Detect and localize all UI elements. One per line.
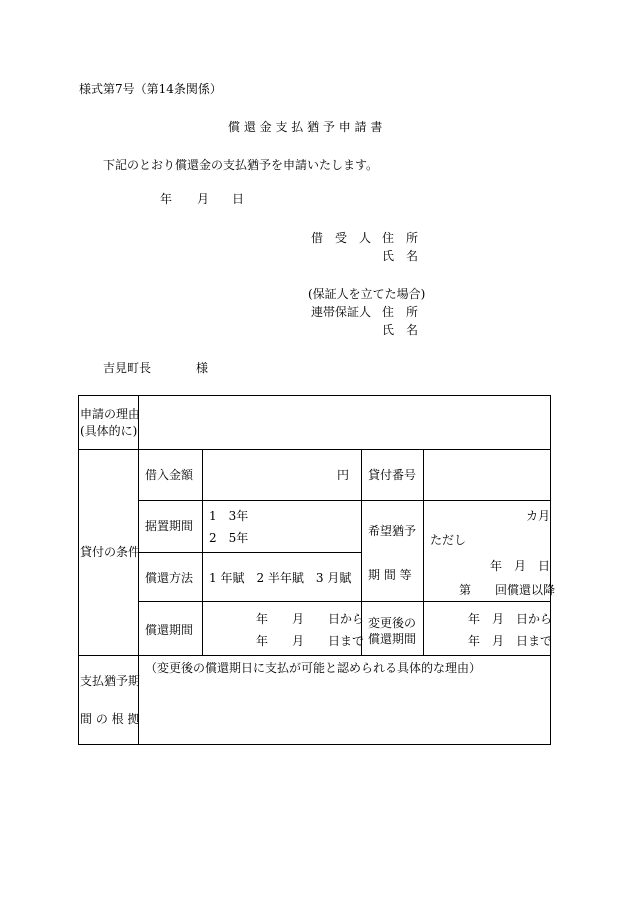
borrower-address-label: 住 所: [382, 231, 419, 245]
however-text: ただし: [430, 533, 467, 547]
document-title: 償 還 金 支 払 猶 予 申 請 書: [228, 120, 383, 134]
changed-period-label-line2: 償還期間: [368, 632, 417, 646]
table-line: [78, 449, 551, 450]
changed-period-from: 年 月 日から: [468, 612, 553, 626]
table-border-bottom: [78, 744, 551, 745]
guarantor-note: (保証人を立てた場合): [308, 287, 426, 301]
guarantor-label: 連帯保証人: [311, 305, 372, 319]
loan-number-label: 貸付番号: [368, 468, 417, 482]
table-line: [138, 601, 551, 602]
grounds-note: （変更後の償還期日に支払が可能と認められる具体的な理由）: [145, 661, 482, 675]
date-year: 年: [160, 192, 173, 206]
form-number: 様式第7号（第14条関係）: [79, 82, 222, 96]
guarantor-address-label: 住 所: [382, 305, 419, 319]
table-line: [78, 655, 551, 656]
method-options: 1 年賦 2 半年賦 3 月賦: [209, 571, 352, 585]
months-unit: カ月: [526, 509, 551, 523]
method-label: 償還方法: [145, 571, 194, 585]
deferment-option-1: 1 3年: [209, 509, 249, 523]
repay-period-from: 年 月 日から: [256, 612, 365, 626]
addressee-name: 吉見町長: [103, 361, 152, 375]
borrower-name-label: 氏 名: [382, 249, 419, 263]
reason-label-line2: (具体的に): [80, 424, 138, 438]
borrower-label: 借 受 人: [311, 231, 372, 245]
table-border-top: [78, 395, 551, 396]
deferment-label: 据置期間: [145, 519, 194, 533]
from-installment: 第 回償還以降: [459, 583, 556, 597]
grounds-label-line2: 間 の 根 拠: [80, 712, 140, 726]
table-line: [138, 500, 551, 501]
changed-period-label-line1: 変更後の: [368, 616, 417, 630]
desired-date: 年 月 日: [490, 559, 551, 573]
conditions-label: 貸付の条件: [80, 545, 141, 559]
table-line: [138, 395, 139, 745]
loan-amount-label: 借入金額: [145, 468, 194, 482]
date-day: 日: [232, 192, 245, 206]
grounds-label-line1: 支払猶予期: [80, 674, 141, 688]
table-line: [138, 552, 361, 553]
yen-unit: 円: [337, 468, 350, 482]
date-month: 月: [197, 192, 210, 206]
desired-period-label-line1: 希望猶予: [368, 524, 417, 538]
desired-period-label-line2: 期 間 等: [368, 568, 412, 582]
repay-period-label: 償還期間: [145, 623, 194, 637]
table-border-left: [78, 395, 79, 745]
table-line: [202, 449, 203, 655]
reason-label-line1: 申請の理由: [80, 407, 141, 421]
repay-period-to: 年 月 日まで: [256, 634, 365, 648]
intro-text: 下記のとおり償還金の支払猶予を申請いたします。: [103, 158, 379, 172]
addressee-honorific: 様: [196, 361, 209, 375]
table-line: [423, 449, 424, 655]
table-border-right: [550, 395, 551, 745]
guarantor-name-label: 氏 名: [382, 323, 419, 337]
changed-period-to: 年 月 日まで: [468, 634, 553, 648]
deferment-option-2: 2 5年: [209, 531, 249, 545]
